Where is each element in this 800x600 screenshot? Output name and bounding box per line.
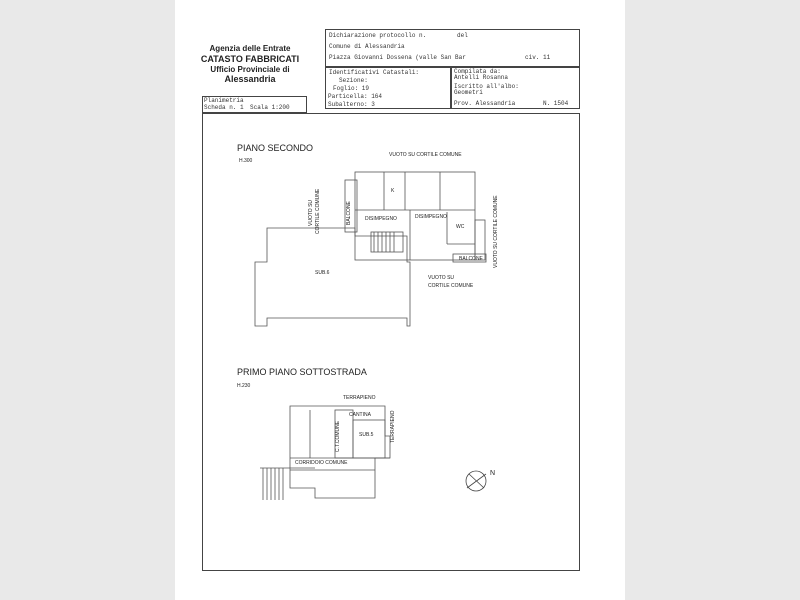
iscritto-label: Iscritto all'albo: (454, 83, 519, 90)
compilatore-name: Antelli Rosanna (454, 74, 509, 81)
civic-label: civ. 11 (525, 54, 551, 61)
vuoto-bottom-label-1: VUOTO SU (428, 275, 455, 281)
vuoto-top-label: VUOTO SU CORTILE COMUNE (389, 152, 462, 158)
disimpegno-label-2: DISIMPEGNO (415, 214, 447, 220)
vuoto-bottom-label-2: CORTILE COMUNE (428, 283, 474, 289)
albo-label: Geometri (454, 89, 483, 96)
catasto-title: CATASTO FABBRICATI (200, 54, 300, 64)
particella-label: Particella: 164 (328, 93, 383, 100)
sezione-label: Sezione: (339, 77, 368, 84)
dichiarazione-label: Dichiarazione protocollo n. (329, 32, 427, 39)
sub6-label: SUB.6 (315, 270, 330, 276)
agency-name: Agenzia delle Entrate (209, 44, 291, 53)
vuoto-left-label-1: VUOTO SU (308, 199, 314, 226)
balcone-left-label: BALCONE (346, 201, 352, 225)
kitchen-label: K (391, 188, 395, 194)
cadastral-sheet (175, 0, 625, 600)
north-arrow-icon (466, 471, 486, 491)
balcone-bottom-label: BALCONE (459, 256, 483, 262)
identificativi-label: Identificativi Catastali: (329, 69, 420, 76)
floor-plan-drawing (175, 0, 625, 600)
wc-label: WC (456, 224, 465, 230)
north-label: N (490, 470, 496, 477)
upper-floor-height: H.300 (239, 158, 253, 164)
number-label: N. 1504 (543, 100, 569, 107)
vuoto-left-label-2: CORTILE COMUNE (315, 188, 321, 234)
vuoto-right-label: VUOTO SU CORTILE COMUNE (493, 195, 499, 268)
ufficio-label: Ufficio Provinciale di (210, 65, 290, 74)
corridoio-label: CORRIDOIO COMUNE (295, 460, 348, 466)
province-label: Prov. Alessandria (454, 100, 516, 107)
scheda-label: Scheda n. 1 (204, 104, 244, 111)
compilata-label: Compilata da: (454, 68, 501, 75)
comune-label: Comune di Alessandria (329, 43, 405, 50)
ct-comune-label: C.T.COMUNE (335, 420, 341, 452)
cantina-label: CANTINA (349, 412, 371, 418)
foglio-label: Foglio: 19 (333, 85, 370, 92)
upper-floor-title: PIANO SECONDO (237, 143, 314, 153)
city-label: Alessandria (224, 74, 276, 84)
sub5-label: SUB.5 (359, 432, 374, 438)
planimetria-label: Planimetria (204, 97, 244, 104)
lower-floor-title: PRIMO PIANO SOTTOSTRADA (237, 367, 367, 377)
terrapieno-top-label: TERRAPIENO (343, 395, 376, 401)
lower-stairs (260, 468, 315, 500)
address-label: Piazza Giovanni Dossena (valle San Bar (329, 54, 466, 61)
disimpegno-label-1: DISIMPEGNO (365, 216, 397, 222)
sub6-outline (255, 228, 410, 326)
lower-floor-height: H.230 (237, 383, 251, 389)
stairs (371, 232, 403, 252)
terrapieno-right-label: TERRAPIENO (390, 410, 396, 443)
subalterno-label: Subalterno: 3 (328, 101, 375, 108)
del-label: del (457, 32, 468, 39)
cantina-room (353, 420, 385, 458)
scala-label: Scala 1:200 (250, 104, 290, 111)
